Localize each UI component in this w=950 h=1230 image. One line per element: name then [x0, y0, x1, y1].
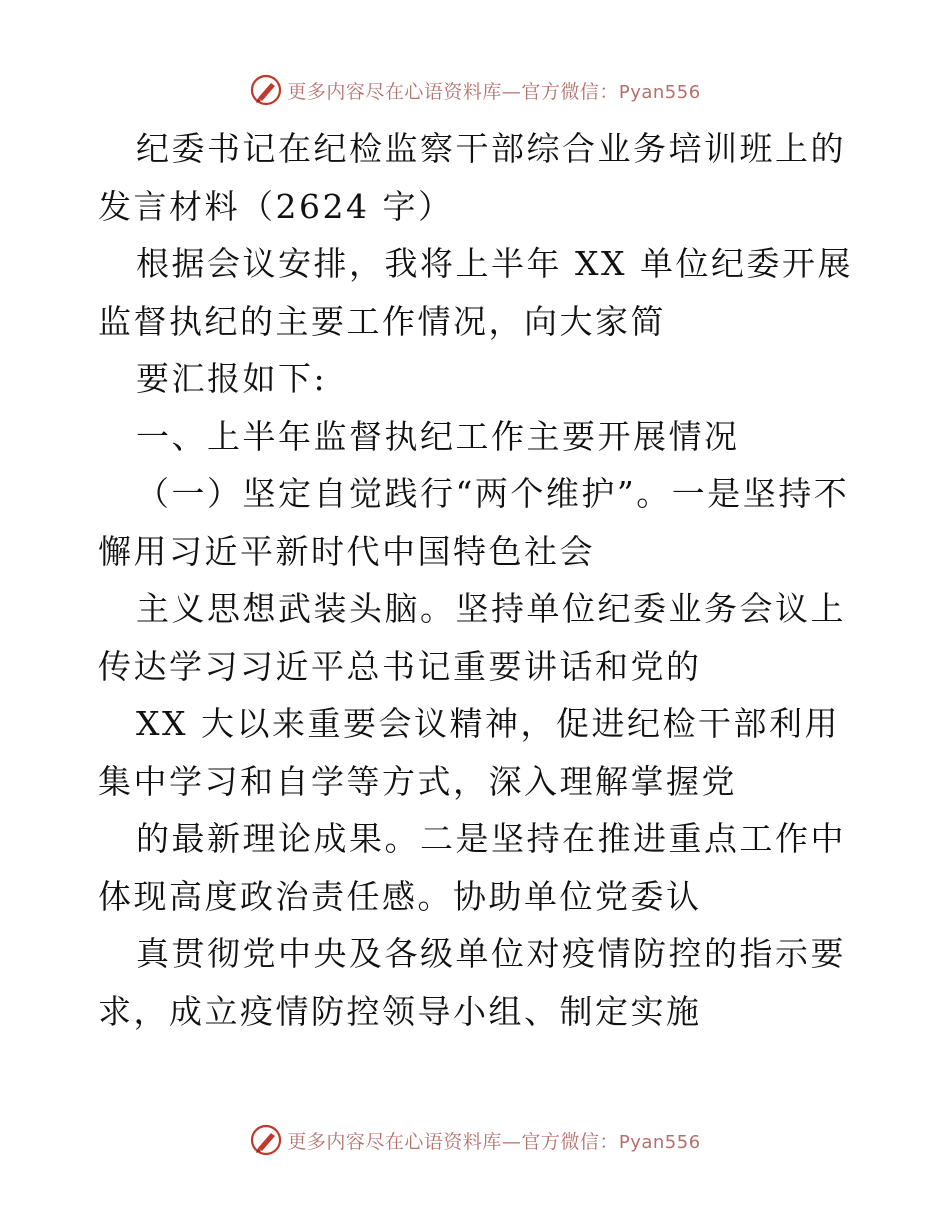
section-heading-1: 一、上半年监督执纪工作主要开展情况 [136, 416, 740, 456]
watermark-text [287, 1127, 700, 1154]
document-body [98, 120, 858, 1040]
paragraph-8: 真贯彻党中央及各级单位对疫情防控的指示要求，成立疫情防控领导小组、制定实施 [98, 934, 846, 1031]
paragraph-1: 根据会议安排，我将上半年 XX 单位纪委开展监督执纪的主要工作情况，向大家简 [98, 244, 853, 341]
watermark-footer [0, 1120, 950, 1160]
paragraph-2: 要汇报如下: [136, 359, 328, 398]
watermark-id: Pyan556 [618, 1131, 701, 1153]
paragraph-6: XX 大以来重要会议精神，促进纪检干部利用集中学习和自学等方式，深入理解掌握党 [98, 704, 840, 801]
pen-logo-icon [249, 1123, 283, 1157]
watermark-label: 更多内容尽在心语资料库—官方微信： [287, 1130, 619, 1153]
watermark-label: 更多内容尽在心语资料库—官方微信： [287, 80, 619, 103]
paragraph-7: 的最新理论成果。二是坚持在推进重点工作中体现高度政治责任感。协助单位党委认 [98, 819, 846, 916]
paragraph-4: （一）坚定自觉践行“两个维护”。一是坚持不懈用习近平新时代中国特色社会 [98, 474, 850, 571]
pen-logo-icon [249, 73, 283, 107]
paragraph-5: 主义思想武装头脑。坚持单位纪委业务会议上传达学习习近平总书记重要讲话和党的 [98, 589, 846, 686]
watermark-header [0, 70, 950, 110]
watermark-id: Pyan556 [618, 81, 701, 103]
watermark-text [287, 77, 700, 104]
document-title: 纪委书记在纪检监察干部综合业务培训班上的发言材料（2624 字） [98, 129, 846, 226]
